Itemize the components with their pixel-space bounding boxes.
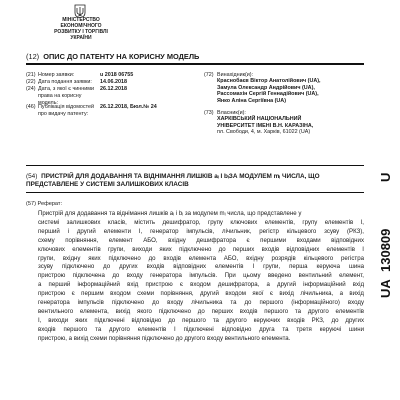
publication-date: 26.12.2018, Бюл.№ 24: [100, 104, 157, 111]
abstract-line: Пристрій для додавання та віднімання лишків aᵢ і bᵢ за модулем mᵢ числа, що представлене у: [38, 210, 302, 217]
biblio-code: (24): [26, 86, 36, 93]
patent-number-vertical: [378, 168, 394, 298]
owner-name: УНІВЕРСИТЕТ ІМЕНІ В.Н. КАРАЗІНА,: [217, 122, 314, 129]
abstract-line: пристрою підключена до входу генератора імпульсів. При цьому введено вентильний елемент,: [38, 272, 364, 280]
patent-country: UA: [378, 279, 393, 298]
document-type: [26, 52, 366, 61]
bibliographic-data: [26, 72, 196, 117]
trident-icon: [74, 4, 86, 18]
abstract-label: [26, 201, 62, 207]
abstract-line: ключових елементів групи, виходи яких підключено до перших входів відповідних елементів І: [38, 245, 364, 253]
abstract-line: входів першого та другого елементів І підключені відповідно друга та третя керуючі шини: [38, 325, 364, 333]
abstract-line: пристрою є першим входом схеми порівняння, другий входом якої є вихід лічильника, а вихід: [38, 290, 364, 298]
biblio-row: [26, 104, 196, 117]
abstract-text: [26, 210, 364, 344]
owner-heading: Власник(и):: [217, 110, 246, 116]
biblio-row: [26, 79, 196, 86]
title-line: ПРЕДСТАВЛЕНЕ У СИСТЕМІ ЗАЛИШКОВИХ КЛАСІВ: [26, 181, 189, 188]
patent-title: [26, 173, 366, 189]
biblio-code: (22): [26, 79, 36, 86]
divider: [26, 63, 364, 65]
biblio-label: Дата, з якої є чинними права на корисну модель:: [38, 86, 94, 106]
abstract-line: зсуву підключено до других входів відповідних елементів І групи, перша керуюча шина: [38, 263, 364, 271]
abstract-line: групи, вхідну яких підключено до входів елемента АБО, вхідну розрядів кільцевого регістра: [38, 254, 364, 262]
rights-date: 26.12.2018: [100, 86, 127, 93]
biblio-label: Публікація відомостей про видачу патенту:: [38, 104, 95, 117]
owner-address: пл. Свободи, 4, м. Харків, 61022 (UA): [217, 129, 311, 136]
ministry-line: ЕКОНОМІЧНОГО: [60, 23, 102, 29]
abstract-line: генератора імпульсів підключено до входу лічильника та до першого (інформаційного) входу: [38, 299, 364, 307]
abstract-line: І, виходи яких підключені відповідно до першого та другого керуючих входів РКЗ, до других: [38, 316, 364, 324]
divider: [26, 192, 364, 193]
abstract-heading: Реферат:: [37, 201, 63, 207]
ministry-line: РОЗВИТКУ І ТОРГІВЛІ: [54, 29, 108, 35]
abstract-line: вентильного елемента, вихід якого підключено до перших входів першого та другого елементів: [38, 307, 364, 315]
abstract-line: пристрою, а вихід схеми порівняння підключено до другого входу вентильного елемента.: [38, 334, 291, 342]
patent-kind: U: [378, 172, 393, 182]
biblio-label: Номер заявки:: [38, 72, 75, 78]
owner-code: (73): [204, 110, 214, 116]
biblio-code: (46): [26, 104, 36, 111]
document-type-text: ОПИС ДО ПАТЕНТУ НА КОРИСНУ МОДЕЛЬ: [43, 52, 200, 61]
abstract-line: системі залишкових класів, містить дешифратор, групу ключових елементів, групу елементів І,: [38, 218, 364, 226]
biblio-row: [26, 72, 196, 79]
owner-name: ХАРКІВСЬКИЙ НАЦІОНАЛЬНИЙ: [217, 116, 302, 123]
inventor-name: Краснобаєв Віктор Анатолійович (UA),: [217, 78, 321, 85]
divider: [26, 165, 364, 166]
abstract-code: (57): [26, 201, 36, 207]
patent-number-value: 130809: [378, 228, 393, 272]
inventors-code: (72): [204, 72, 214, 78]
application-number: u 2018 06755: [100, 72, 134, 78]
inventors-heading: Винахідник(и):: [217, 72, 254, 78]
ministry-name: [40, 17, 122, 41]
title-code: (54): [26, 173, 38, 180]
biblio-row: [26, 86, 196, 104]
biblio-label: Дата подання заявки:: [38, 79, 92, 86]
title-line: ПРИСТРІЙ ДЛЯ ДОДАВАННЯ ТА ВІДНІМАННЯ ЛИШКІВ aᵢ І bᵢЗА МОДУЛЕМ mᵢ ЧИСЛА, ЩО: [41, 173, 320, 180]
ministry-line: МІНІСТЕРСТВО: [62, 17, 100, 23]
inventor-name: Рассомахін Сергій Геннадійович (UA),: [217, 91, 319, 98]
inventor-name: Замула Олександр Андрійович (UA),: [217, 84, 315, 91]
abstract-line: схему порівняння, елемент АБО, вхідну дешифратора є першими входами відповідних: [38, 236, 364, 244]
document-type-code: (12): [26, 52, 40, 61]
ministry-line: УКРАЇНИ: [70, 35, 92, 41]
inventor-name: Янко Аліна Сергіївна (UA): [217, 97, 286, 104]
patent-number: [378, 168, 394, 298]
abstract-line: перший і другий елементи І, генератор імпульсів, лічильник, регістр кільцевого зсуву (РКЗ),: [38, 227, 364, 235]
filing-date: 14.06.2018: [100, 79, 127, 86]
biblio-code: (21): [26, 72, 36, 78]
abstract-line: а перший інформаційний вхід пристрою є входом дешифратора, а другий інформаційний вхід: [38, 281, 364, 289]
